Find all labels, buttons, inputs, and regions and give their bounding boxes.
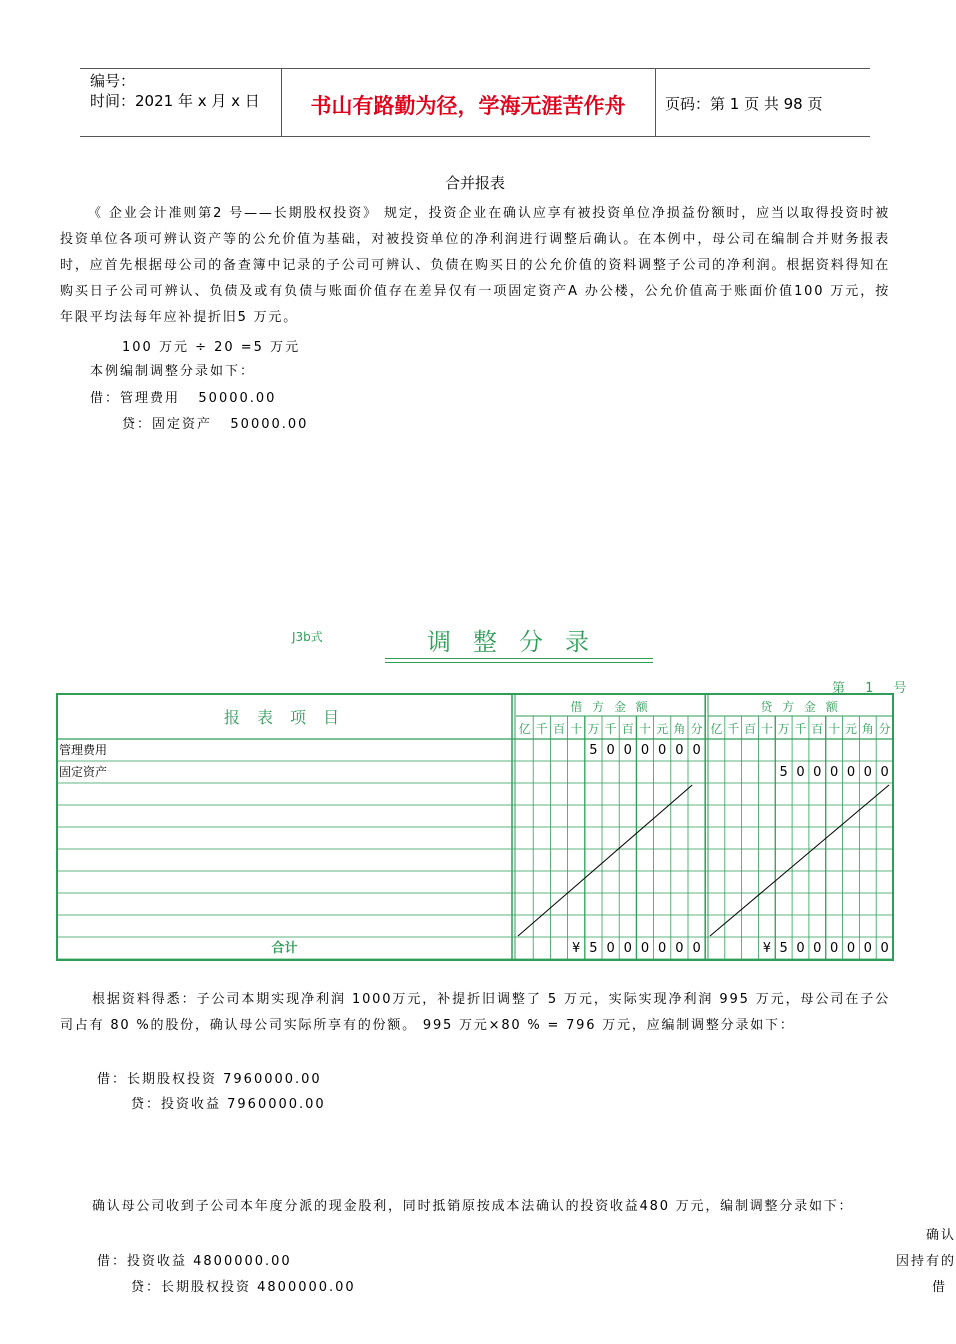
voucher-total-credit-digit: 0: [813, 941, 822, 956]
voucher-digit-header: 角: [861, 722, 874, 736]
voucher-debit-digit: 0: [606, 743, 615, 758]
header-motto: 书山有路勤为径，学海无涯苦作舟: [310, 93, 626, 118]
voucher-digit-header: 万: [777, 722, 790, 736]
voucher-total-credit-digit: 0: [863, 941, 872, 956]
voucher-total-credit-digit: 0: [846, 941, 856, 956]
voucher-col-debit: 借 方 金 额: [570, 700, 651, 714]
entry3-credit: 贷：长期股权投资 4800000.00: [131, 1280, 356, 1295]
voucher-row-item: 管理费用: [59, 743, 108, 757]
voucher-total-debit-digit: 0: [640, 941, 650, 956]
voucher-digit-header: 百: [744, 722, 757, 736]
voucher-total-debit-digit: 0: [623, 941, 632, 956]
cutoff-side-text: 确认: [926, 1228, 956, 1243]
voucher-code: J3b式: [292, 630, 323, 644]
voucher-digit-header: 千: [535, 722, 548, 736]
voucher-digit-header: 百: [552, 722, 566, 736]
cutoff-side-text: 借: [932, 1280, 948, 1295]
voucher-col-item: 报 表 项 目: [223, 708, 346, 727]
voucher-digit-header: 千: [794, 722, 807, 736]
voucher-total-debit-digit: 0: [606, 941, 615, 956]
voucher-credit-digit: 0: [813, 765, 822, 780]
voucher-digit-header: 元: [656, 722, 669, 736]
document-title: 合并报表: [444, 174, 505, 192]
voucher-digit-header: 分: [878, 722, 891, 736]
voucher-digit-header: 元: [844, 722, 857, 736]
voucher-digit-header: 亿: [710, 722, 723, 736]
entry3-debit: 借：投资收益 4800000.00: [97, 1254, 292, 1269]
voucher-digit-header: 百: [621, 722, 634, 736]
voucher-total-credit-digit: 0: [829, 941, 839, 956]
voucher-debit-cancel-stroke: [518, 785, 692, 936]
voucher-total-credit-digit: 0: [880, 941, 889, 956]
voucher-total-debit-digit: 0: [658, 941, 667, 956]
time-label: 时间：2021 年 x 月 x 日: [90, 92, 260, 110]
voucher-digit-header: 十: [570, 722, 583, 736]
voucher-debit-digit: 0: [675, 743, 684, 758]
voucher-credit-digit: 0: [846, 765, 856, 780]
voucher-credit-digit: 5: [779, 765, 788, 780]
voucher-row-item: 固定资产: [59, 765, 108, 779]
voucher-digit-header: 千: [604, 722, 617, 736]
voucher-digit-header: 十: [638, 722, 652, 736]
voucher-digit-header: 亿: [518, 722, 531, 736]
voucher-digit-header: 十: [828, 722, 841, 736]
entry2-debit: 借：长期股权投资 7960000.00: [97, 1072, 322, 1087]
voucher-credit-cancel-stroke: [710, 785, 889, 936]
entry1-debit: 借：管理费用 50000.00: [90, 391, 277, 406]
voucher-digit-header: 千: [727, 722, 740, 736]
voucher-debit-digit: 5: [589, 743, 598, 758]
voucher-debit-digit: 0: [692, 743, 701, 758]
entry2-credit: 贷：投资收益 7960000.00: [131, 1097, 326, 1112]
voucher-total-debit-digit: 0: [692, 941, 701, 956]
voucher-debit-digit: 0: [658, 743, 667, 758]
cutoff-side-text: 因持有的: [896, 1254, 956, 1269]
voucher-credit-digit: 0: [880, 765, 889, 780]
paragraph-2: 根据资料得悉：子公司本期实现净利润 1000万元，补提折旧调整了 5 万元，实际实现净利润 995 万元，母公司在子公司占有 80 %的股份，确认母公司实际所享有的份额。 995 万元×80 % = 796 万元，应编制调整分录如下：: [60, 992, 890, 1033]
intro-paragraph: 《 企业会计准则第2 号——长期股权投资》 规定，投资企业在确认应享有被投资单位净损益份额时，应当以取得投资时被投资单位各项可辨认资产等的公允价值为基础，对被投资单位的净利润进行调整后确认。在本例中，母公司在编制合并财务报表时，应首先根据母公司的备查簿中记录的子公司可辨认、负债在购买日的公允价值的资料调整子公司的净利润。根据资料得知在购买日子公司可辨认、负债及或有负债与账面价值存在差异仅有一项固定资产A 办公楼，公允价值高于账面价值100 万元，按年限平均法每年应补提折旧5 万元。: [60, 206, 890, 325]
calc-line: 100 万元 ÷ 20 =5 万元: [122, 340, 301, 355]
voucher-total-debit-digit: 5: [589, 941, 598, 956]
number-label: 编号：: [90, 72, 136, 90]
voucher-credit-digit: 0: [829, 765, 839, 780]
voucher-number: 第 1 号: [832, 681, 915, 696]
voucher-total-label: 合计: [271, 941, 298, 956]
entry1-intro: 本例编制调整分录如下：: [90, 364, 256, 379]
voucher-digit-header: 角: [673, 722, 686, 736]
voucher-debit-digit: 0: [640, 743, 650, 758]
voucher-total-credit-digit: 0: [796, 941, 805, 956]
entry1-credit: 贷：固定资产 50000.00: [122, 417, 309, 432]
voucher-total-credit-digit: ¥: [762, 941, 772, 956]
voucher-credit-digit: 0: [863, 765, 872, 780]
paragraph-3: 确认母公司收到子公司本年度分派的现金股利，同时抵销原按成本法确认的投资收益480 万元，编制调整分录如下：: [92, 1199, 854, 1214]
voucher-digit-header: 十: [760, 722, 773, 736]
voucher-total-credit-digit: 5: [779, 941, 788, 956]
voucher-title: 调整分录: [427, 628, 611, 656]
voucher-total-debit-digit: 0: [675, 941, 684, 956]
voucher-total-debit-digit: ¥: [572, 941, 581, 956]
voucher-digit-header: 百: [811, 722, 824, 736]
page-info: 页码：第 1 页 共 98 页: [665, 95, 823, 113]
voucher-debit-digit: 0: [623, 743, 632, 758]
voucher-credit-digit: 0: [796, 765, 805, 780]
voucher-digit-header: 分: [690, 722, 703, 736]
voucher-digit-header: 万: [587, 722, 600, 736]
voucher-col-credit: 贷 方 金 额: [760, 700, 841, 714]
